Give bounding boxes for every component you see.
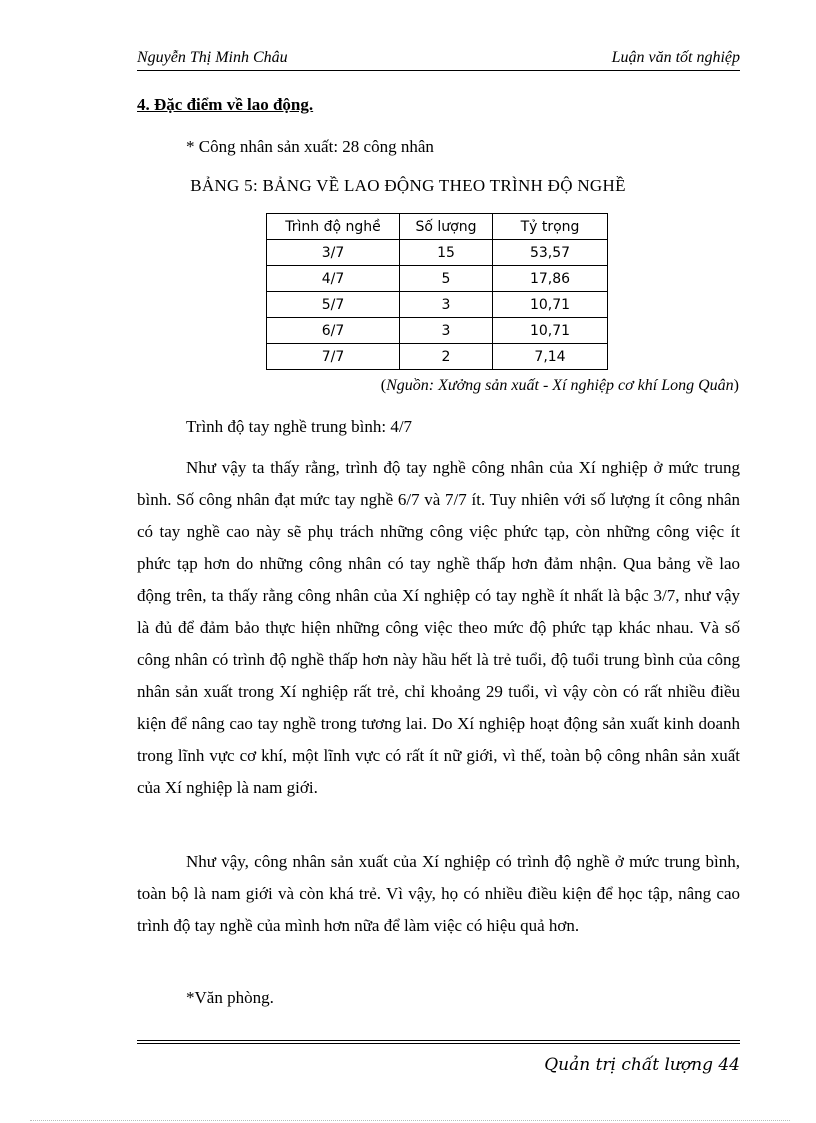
header-rule bbox=[137, 70, 740, 71]
table-row bbox=[267, 240, 608, 266]
table-header-cell: Tỷ trọng bbox=[493, 214, 608, 240]
labor-table bbox=[266, 213, 608, 370]
table-cell: 5/7 bbox=[267, 292, 400, 318]
table-cell: 15 bbox=[400, 240, 493, 266]
table-cell: 17,86 bbox=[493, 266, 608, 292]
header-doc-type: Luận văn tốt nghiệp bbox=[611, 49, 740, 66]
paragraph-1 bbox=[137, 452, 740, 804]
table-cell: 6/7 bbox=[267, 318, 400, 344]
table-cell: 5 bbox=[400, 266, 493, 292]
office-line: *Văn phòng. bbox=[186, 988, 274, 1007]
table-caption: BẢNG 5: BẢNG VỀ LAO ĐỘNG THEO TRÌNH ĐỘ NGHỀ bbox=[190, 176, 626, 195]
table-cell: 7,14 bbox=[493, 344, 608, 370]
source-close-paren: ) bbox=[733, 377, 739, 394]
table-row bbox=[267, 292, 608, 318]
table-cell: 3 bbox=[400, 292, 493, 318]
table-row bbox=[267, 266, 608, 292]
table-header-row bbox=[267, 214, 608, 240]
workers-line: * Công nhân sản xuất: 28 công nhân bbox=[186, 137, 434, 156]
paragraph-2-text: Như vậy, công nhân sản xuất của Xí nghiệp có trình độ nghề ở mức trung bình, toàn bộ là nam giới và còn khá trẻ. Vì vậy, họ có nhiều điều kiện để học tập, nâng cao trình độ tay nghề của mình hơn nữa để làm việc có hiệu quả hơn. bbox=[137, 852, 740, 935]
table-cell: 3 bbox=[400, 318, 493, 344]
table-cell: 2 bbox=[400, 344, 493, 370]
header-author: Nguyễn Thị Minh Châu bbox=[137, 49, 288, 66]
source-text: Nguồn: Xưởng sản xuất - Xí nghiệp cơ khí Long Quân bbox=[386, 377, 734, 394]
average-skill-line: Trình độ tay nghề trung bình: 4/7 bbox=[186, 417, 413, 436]
table-cell: 10,71 bbox=[493, 292, 608, 318]
source-open-paren: ( bbox=[380, 377, 387, 394]
footer-rule-bottom bbox=[137, 1043, 740, 1044]
table-row bbox=[267, 344, 608, 370]
section-heading: 4. Đặc điểm về lao động. bbox=[137, 95, 314, 114]
footer-text: Quản trị chất lượng 44 bbox=[544, 1055, 740, 1075]
table-cell: 53,57 bbox=[493, 240, 608, 266]
table-header-cell: Trình độ nghề bbox=[267, 214, 400, 240]
footer-rule-top bbox=[137, 1040, 740, 1041]
table-header-cell: Số lượng bbox=[400, 214, 493, 240]
table-cell: 7/7 bbox=[267, 344, 400, 370]
table-row bbox=[267, 318, 608, 344]
table-cell: 10,71 bbox=[493, 318, 608, 344]
table-cell: 3/7 bbox=[267, 240, 400, 266]
table-source bbox=[381, 377, 739, 395]
table-cell: 4/7 bbox=[267, 266, 400, 292]
page-edge-divider bbox=[30, 1120, 790, 1121]
paragraph-2 bbox=[137, 846, 740, 942]
paragraph-1-text: Như vậy ta thấy rằng, trình độ tay nghề công nhân của Xí nghiệp ở mức trung bình. Số công nhân đạt mức tay nghề 6/7 và 7/7 ít. Tuy nhiên với số lượng ít công nhân có tay nghề cao này sẽ phụ trách những công việc phức tạp, còn những công việc ít phức tạp hơn do những công nhân có tay nghề thấp hơn đảm nhận. Qua bảng về lao động trên, ta thấy rằng công nhân của Xí nghiệp có tay nghề ít nhất là bậc 3/7, như vậy là đủ để đảm bảo thực hiện những công việc theo mức độ phức tạp khác nhau. Và số công nhân có trình độ nghề thấp hơn này hầu hết là trẻ tuổi, độ tuổi trung bình của công nhân sản xuất trong Xí nghiệp rất trẻ, chỉ khoảng 29 tuổi, vì vậy còn có rất nhiều điều kiện để nâng cao tay nghề trong tương lai. Do Xí nghiệp hoạt động sản xuất kinh doanh trong lĩnh vực cơ khí, một lĩnh vực có rất ít nữ giới, vì thế, toàn bộ công nhân sản xuất của Xí nghiệp là nam giới. bbox=[137, 458, 740, 797]
